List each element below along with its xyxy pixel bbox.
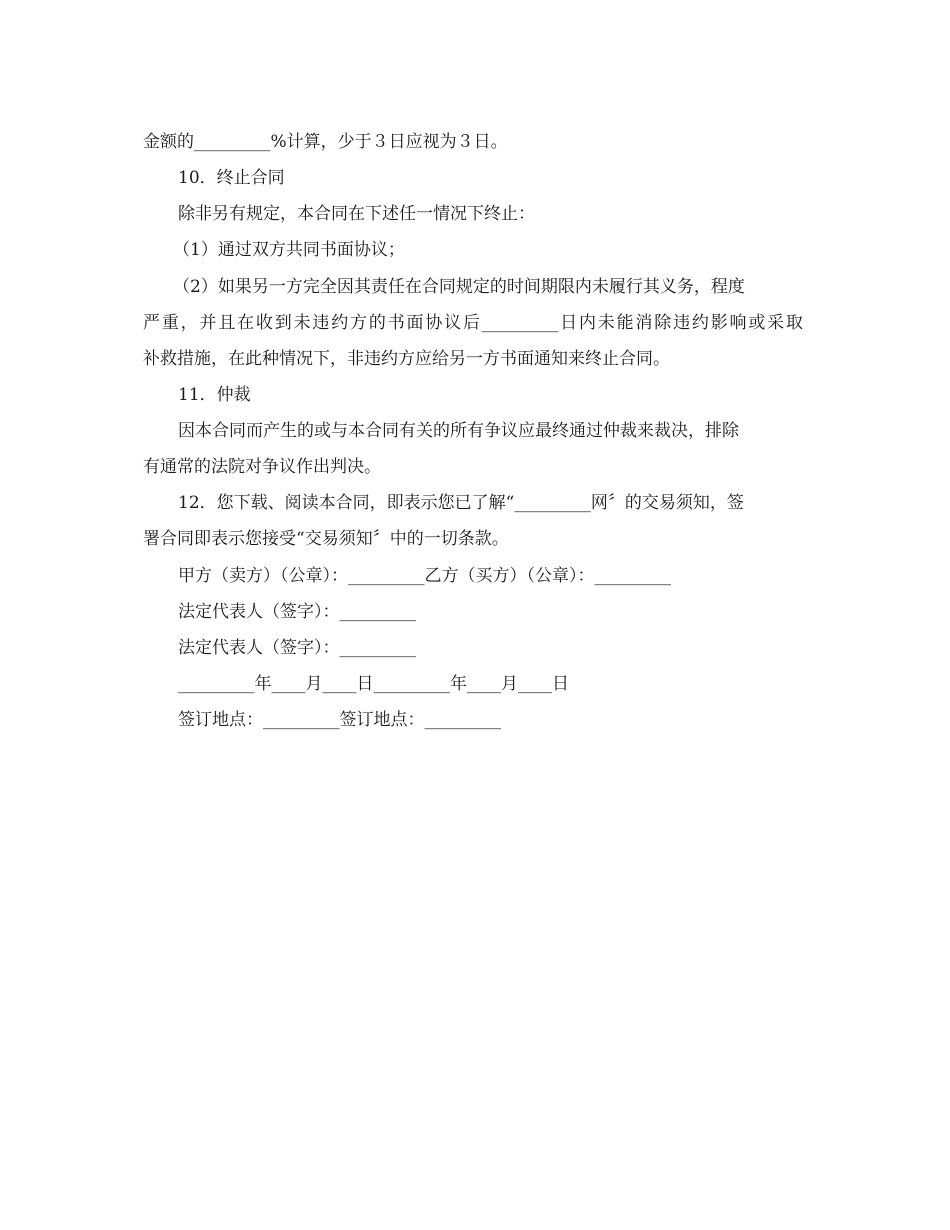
signing-location-line: 签订地点：_________签订地点：_________	[178, 710, 501, 730]
termination-clause-2-line-2: 严重，并且在收到未违约方的书面协议后_________日内未能消除违约影响或采取	[143, 313, 803, 333]
penalty-calculation-line: 金额的_________%计算，少于３日应视为３日。	[143, 132, 508, 152]
section-10-heading: 10．终止合同	[178, 168, 285, 188]
arbitration-line-2: 有通常的法院对争议作出判决。	[143, 457, 381, 477]
legal-representative-b: 法定代表人（签字）：_________	[178, 638, 416, 658]
termination-clause-2-line-1: （2）如果另一方完全因其责任在合同规定的时间期限内未履行其义务，程度	[173, 277, 745, 297]
party-seal-line: 甲方（卖方）（公章）：_________乙方（买方）（公章）：_________	[178, 566, 671, 586]
termination-clause-1: （1）通过双方共同书面协议；	[173, 240, 405, 260]
signing-date-line: _________年____月____日_________年____月____日	[178, 674, 569, 694]
arbitration-line-1: 因本合同而产生的或与本合同有关的所有争议应最终通过仲裁来裁决，排除	[178, 421, 739, 441]
termination-intro: 除非另有规定，本合同在下述任一情况下终止：	[178, 204, 535, 224]
section-12-line-1: 12．您下载、阅读本合同，即表示您已了解“_________网〞的交易须知，签	[178, 493, 744, 513]
section-12-line-2: 署合同即表示您接受“交易须知〞中的一切条款。	[143, 529, 509, 549]
termination-clause-2-line-3: 补救措施，在此种情况下，非违约方应给另一方书面通知来终止合同。	[143, 349, 670, 369]
section-11-heading: 11．仲裁	[178, 385, 251, 405]
legal-representative-a: 法定代表人（签字）：_________	[178, 602, 416, 622]
